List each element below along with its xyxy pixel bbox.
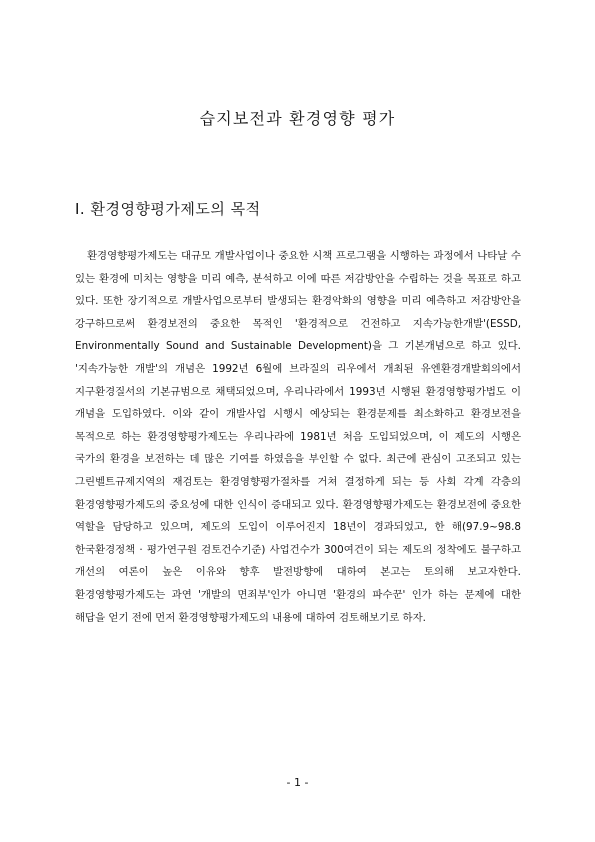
section-heading: Ⅰ. 환경영향평가제도의 목적: [75, 200, 261, 218]
document-title: 습지보전과 환경영향 평가: [199, 109, 396, 128]
page-number: - 1 -: [286, 776, 309, 789]
body-paragraph: 환경영향평가제도는 대규모 개발사업이나 중요한 시책 프로그램을 시행하는 과정에서 나타날 수 있는 환경에 미치는 영향을 미리 예측, 분석하고 이에 따른 저감방안을 수립하는 것을 목표로 하고 있다. 또한 장기적으로 개발사업으로부터 발생되는 환경악화의 영향을 미리 예측하고 저감방안을 강구하므로써 환경보전의 중요한 목적인 '환경적으로 건전하고 지속가능한개발'(ESSD, Environmentally Sound and Sustainable Development)을 그 기본개념으로 하고 있다. '지속가능한 개발'의 개념은 1992년 6월에 브라질의 리우에서 개최된 유엔환경개발회의에서 지구환경질서의 기본규범으로 채택되었으며, 우리나라에서 1993년 시행된 환경영향평가법도 이 개념을 도입하였다. 이와 같이 개발사업 시행시 예상되는 환경문제를 최소화하고 환경보전을 목적으로 하는 환경영향평가제도는 우리나라에 1981년 처음 도입되었으며, 이 제도의 시행은 국가의 환경을 보전하는 데 많은 기여를 하였음을 부인할 수 없다. 최근에 관심이 고조되고 있는 그린벨트규제지역의 재검토는 환경영향평가절차를 거쳐 결정하게 되는 등 사회 각계 각층의 환경영향평가제도의 중요성에 대한 인식이 증대되고 있다. 환경영향평가제도는 환경보전에 중요한 역할을 담당하고 있으며, 제도의 도입이 이루어진지 18년이 경과되었고, 한 해(97.9~98.8 한국환경정책 · 평가연구원 검토건수기준) 사업건수가 300여건이 되는 제도의 정착에도 불구하고 개선의 여론이 높은 이유와 향후 발전방향에 대하여 본고는 토의해 보고자한다. 환경영향평가제도는 과연 '개발의 면죄부'인가 아니면 '환경의 파수꾼' 인가 하는 문제에 대한 해답을 얻기 전에 먼저 환경영향평가제도의 내용에 대하여 검토해보기로 하자.: [75, 250, 521, 624]
